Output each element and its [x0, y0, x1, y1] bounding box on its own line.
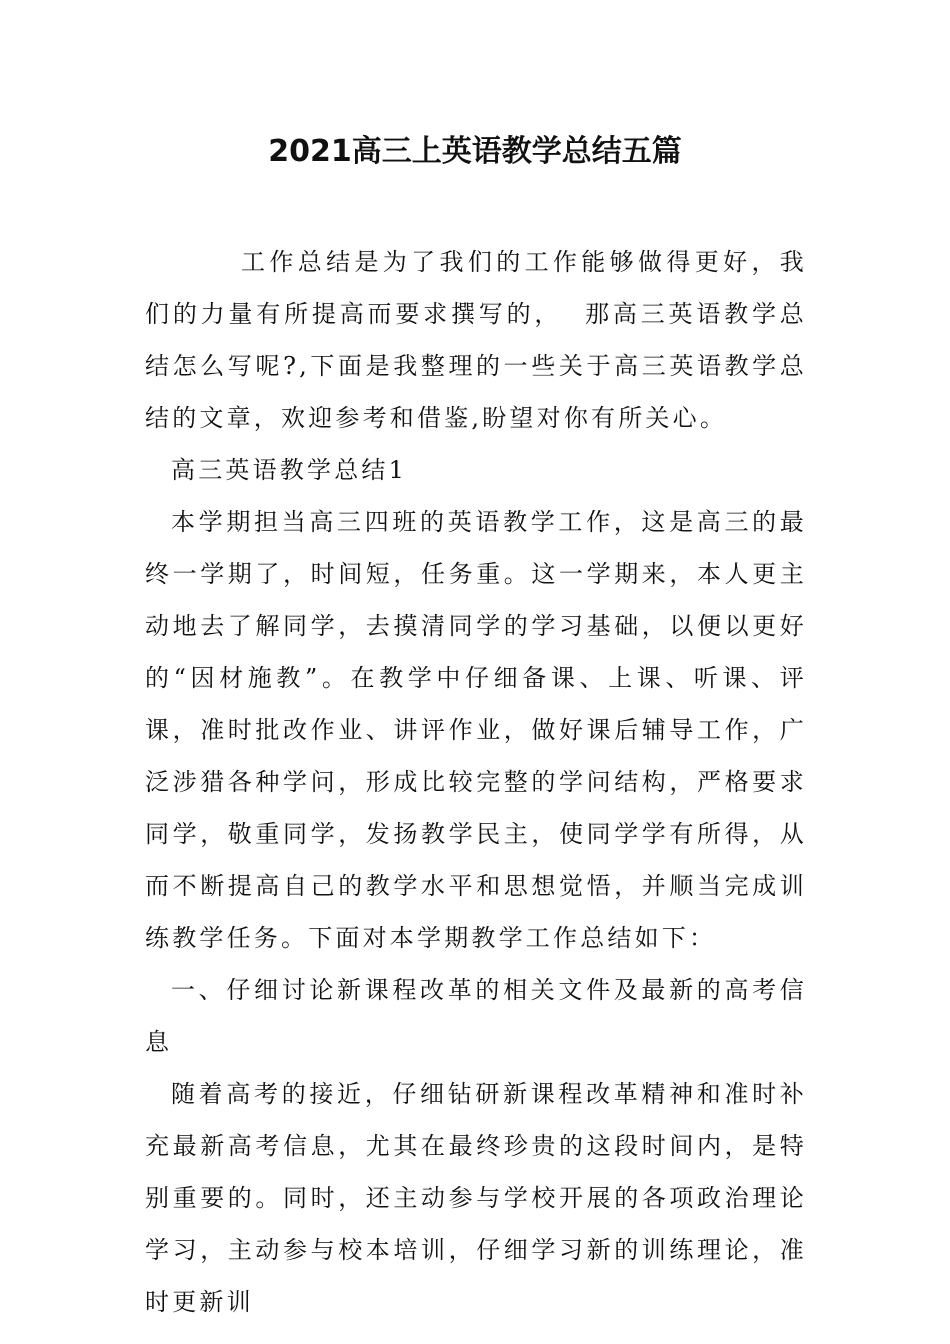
body-paragraph: 本学期担当高三四班的英语教学工作，这是高三的最终一学期了，时间短，任务重。这一学期来，本人更主动地去了解同学，去摸清同学的学习基础，以便以更好的“因材施教”。在教学中仔细备课、上课、听课、评课，准时批改作业、讲评作业，做好课后辅导工作，广泛涉猎各种学问，形成比较完整的学问结构，严格要求同学，敬重同学，发扬教学民主，使同学学有所得，从而不断提高自己的教学水平和思想觉悟，并顺当完成训练教学任务。下面对本学期教学工作总结如下： [145, 508, 807, 952]
document-body [145, 236, 807, 1328]
intro-paragraph: 工作总结是为了我们的工作能够做得更好，我们的力量有所提高而要求撰写的， 那高三英语教学总结怎么写呢?,下面是我整理的一些关于高三英语教学总结的文章，欢迎参考和借鉴,盼望对你有所关心。 [145, 248, 807, 432]
document-title: 2021高三上英语教学总结五篇 [268, 134, 682, 169]
body-paragraph: 随着高考的接近，仔细钻研新课程改革精神和准时补充最新高考信息，尤其在最终珍贵的这段时间内，是特别重要的。同时，还主动参与学校开展的各项政治理论学习，主动参与校本培训，仔细学习新的训练理论，准时更新训 [145, 1080, 807, 1316]
subsection-heading: 一、仔细讨论新课程改革的相关文件及最新的高考信息 [145, 976, 807, 1056]
section-heading-summary-1: 高三英语教学总结1 [171, 456, 408, 484]
